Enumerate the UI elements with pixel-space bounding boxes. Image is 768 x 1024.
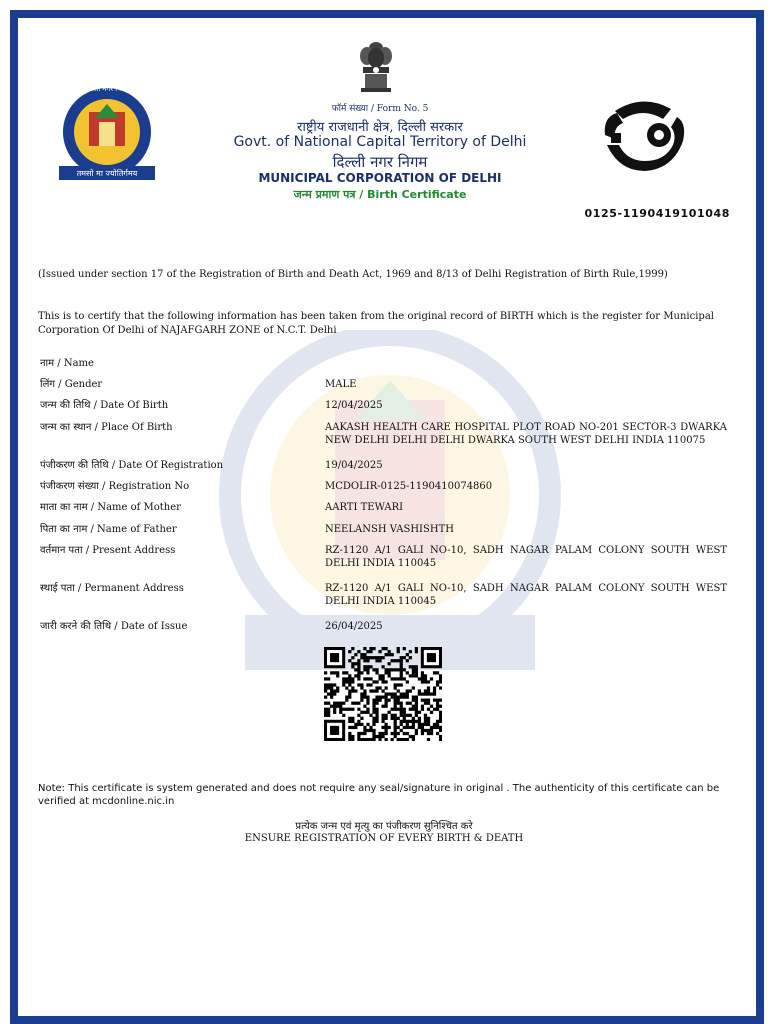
issued-under-text: (Issued under section 17 of the Registration of Birth and Death Act, 1969 and 8/13 of Delhi Registration of Birth Rule,1999) (38, 269, 668, 280)
logo-top-text: दिल्ली नगर निगम (84, 85, 130, 93)
field-label: वर्तमान पता / Present Address (40, 545, 176, 556)
field-value: 19/04/2025 (325, 460, 383, 471)
field-value: RZ-1120 A/1 GALI NO-10, SADH NAGAR PALAM COLONY SOUTH WEST DELHI INDIA 110045 (325, 545, 727, 569)
state-title-hindi: राष्ट्रीय राजधानी क्षेत्र, दिल्ली सरकार (297, 120, 463, 135)
logo-motto: तमसो मा ज्योतिर्गमय (76, 169, 138, 178)
field-label: पंजीकरण की तिथि / Date Of Registration (40, 460, 224, 471)
field-value: 12/04/2025 (325, 400, 383, 411)
mcd-logo-icon (55, 82, 159, 186)
field-value: RZ-1120 A/1 GALI NO-10, SADH NAGAR PALAM COLONY SOUTH WEST DELHI INDIA 110045 (325, 583, 727, 607)
field-label: लिंग / Gender (40, 379, 103, 390)
govt-title: Govt. of National Capital Territory of Delhi (233, 134, 527, 150)
certificate-number: 0125-1190419101048 (584, 207, 730, 220)
field-label: माता का नाम / Name of Mother (40, 502, 181, 513)
field-value: 26/04/2025 (325, 621, 383, 632)
verification-note: Note: This certificate is system generated and does not require any seal/signature in original . The authenticity of this certificate can be verified at mcdonline.nic.in (38, 783, 720, 807)
mcd-title-hindi: दिल्ली नगर निगम (332, 153, 428, 171)
field-value: MALE (325, 379, 357, 390)
field-label: जन्म का स्थान / Place Of Birth (40, 422, 173, 433)
certificate-type: जन्म प्रमाण पत्र / Birth Certificate (293, 188, 467, 201)
form-number: फॉर्म संख्या / Form No. 5 (331, 104, 429, 114)
field-value: NEELANSH VASHISHTH (325, 524, 454, 535)
field-value: AARTI TEWARI (325, 502, 404, 513)
field-label: पिता का नाम / Name of Father (40, 524, 177, 535)
certify-text: This is to certify that the following information has been taken from the original record of BIRTH which is the register for Municipal Corporation Of Delhi of NAJAFGARH ZONE of N.C.T. Delhi (38, 311, 714, 336)
field-label: पंजीकरण संख्या / Registration No (40, 481, 190, 492)
field-value: MCDOLIR-0125-1190410074860 (325, 481, 493, 492)
state-emblem-icon (355, 40, 397, 100)
footer-hindi: प्रत्येक जन्म एवं मृत्यु का पंजीकरण सुनिश्चित करे (295, 821, 473, 832)
footer-english: ENSURE REGISTRATION OF EVERY BIRTH & DEATH (244, 833, 524, 844)
field-label: नाम / Name (40, 358, 94, 369)
field-label: जारी करने की तिथि / Date of Issue (40, 621, 188, 632)
field-label: जन्म की तिथि / Date Of Birth (40, 400, 169, 411)
brand-logo-icon (593, 95, 693, 175)
mcd-title: MUNICIPAL CORPORATION OF DELHI (258, 171, 502, 185)
field-label: स्थाई पता / Permanent Address (40, 583, 184, 594)
field-value: AAKASH HEALTH CARE HOSPITAL PLOT ROAD NO-201 SECTOR-3 DWARKA NEW DELHI DELHI DELHI DWARKA SOUTH WEST DELHI INDIA 110075 (325, 422, 727, 446)
qr-code-icon (324, 647, 442, 741)
